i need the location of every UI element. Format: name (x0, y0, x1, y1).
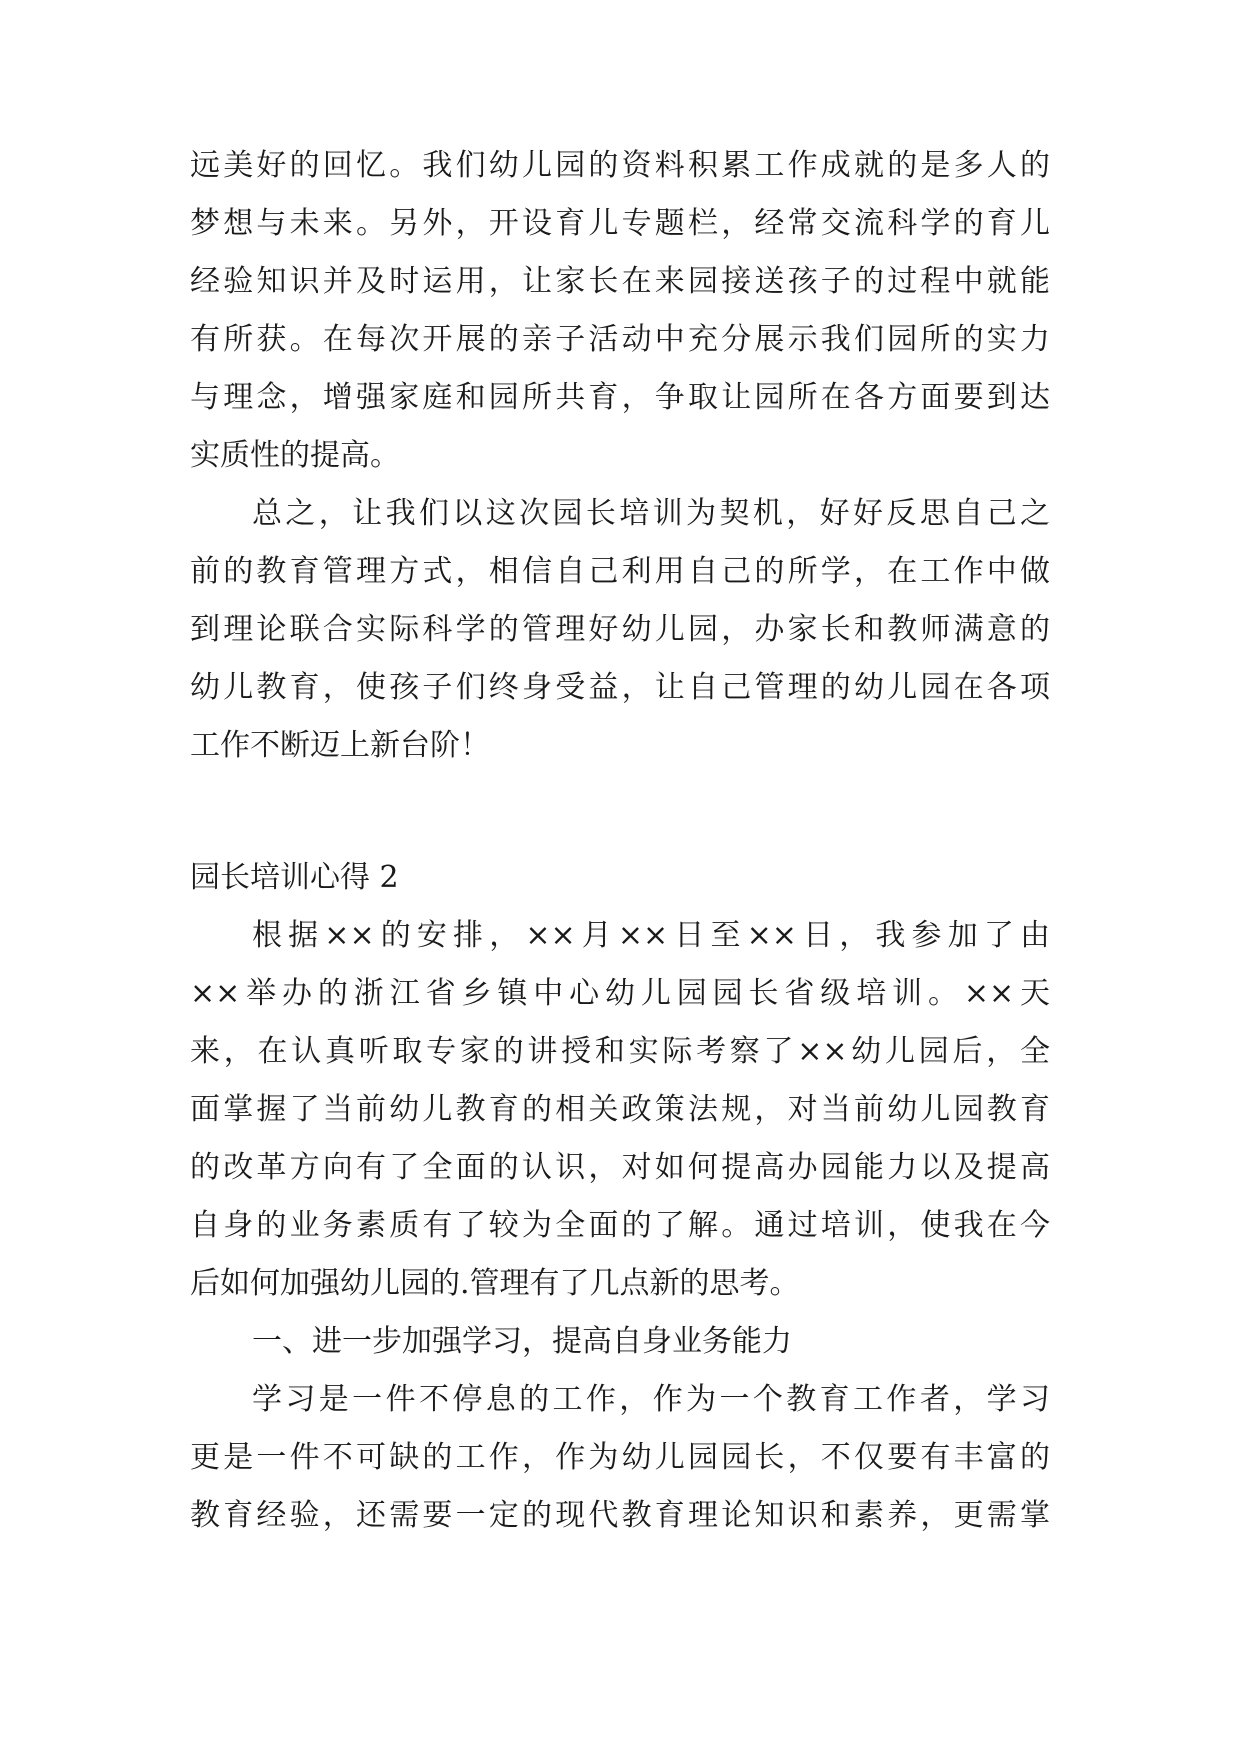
paragraph2-line-3: 到理论联合实际科学的管理好幼儿园，办家长和教师满意的 (190, 612, 1050, 647)
paragraph3-line-5: 的改革方向有了全面的认识，对如何提高办园能力以及提高 (190, 1150, 1050, 1185)
paragraph1-line-1: 远美好的回忆。我们幼儿园的资料积累工作成就的是多人的 (190, 148, 1050, 183)
paragraph3-line-6: 自身的业务素质有了较为全面的了解。通过培训，使我在今 (190, 1208, 1050, 1243)
paragraph1-line-6: 实质性的提高。 (190, 438, 400, 473)
paragraph3-line-3: 来，在认真听取专家的讲授和实际考察了××幼儿园后，全 (190, 1034, 1050, 1069)
paragraph3-line-2: ××举办的浙江省乡镇中心幼儿园园长省级培训。××天 (190, 976, 1050, 1011)
paragraph3-line-1: 根据××的安排，××月××日至××日，我参加了由 (252, 918, 1050, 953)
paragraph2-line-4: 幼儿教育，使孩子们终身受益，让自己管理的幼儿园在各项 (190, 670, 1050, 705)
paragraph3-line-4: 面掌握了当前幼儿教育的相关政策法规，对当前幼儿园教育 (190, 1092, 1050, 1127)
section-title: 园长培训心得 2 (190, 860, 399, 895)
paragraph4-line-1: 学习是一件不停息的工作，作为一个教育工作者，学习 (252, 1382, 1050, 1417)
paragraph2-line-1: 总之，让我们以这次园长培训为契机，好好反思自己之 (252, 496, 1050, 531)
paragraph2-line-5: 工作不断迈上新台阶！ (190, 728, 490, 763)
paragraph4-line-3: 教育经验，还需要一定的现代教育理论知识和素养，更需掌 (190, 1498, 1050, 1533)
paragraph1-line-4: 有所获。在每次开展的亲子活动中充分展示我们园所的实力 (190, 322, 1050, 357)
paragraph1-line-5: 与理念，增强家庭和园所共育，争取让园所在各方面要到达 (190, 380, 1050, 415)
paragraph4-line-2: 更是一件不可缺的工作，作为幼儿园园长，不仅要有丰富的 (190, 1440, 1050, 1475)
paragraph3-line-7: 后如何加强幼儿园的.管理有了几点新的思考。 (190, 1266, 800, 1301)
subheading: 一、进一步加强学习，提高自身业务能力 (252, 1324, 792, 1359)
paragraph1-line-2: 梦想与未来。另外，开设育儿专题栏，经常交流科学的育儿 (190, 206, 1050, 241)
paragraph1-line-3: 经验知识并及时运用，让家长在来园接送孩子的过程中就能 (190, 264, 1050, 299)
paragraph2-line-2: 前的教育管理方式，相信自己利用自己的所学，在工作中做 (190, 554, 1050, 589)
